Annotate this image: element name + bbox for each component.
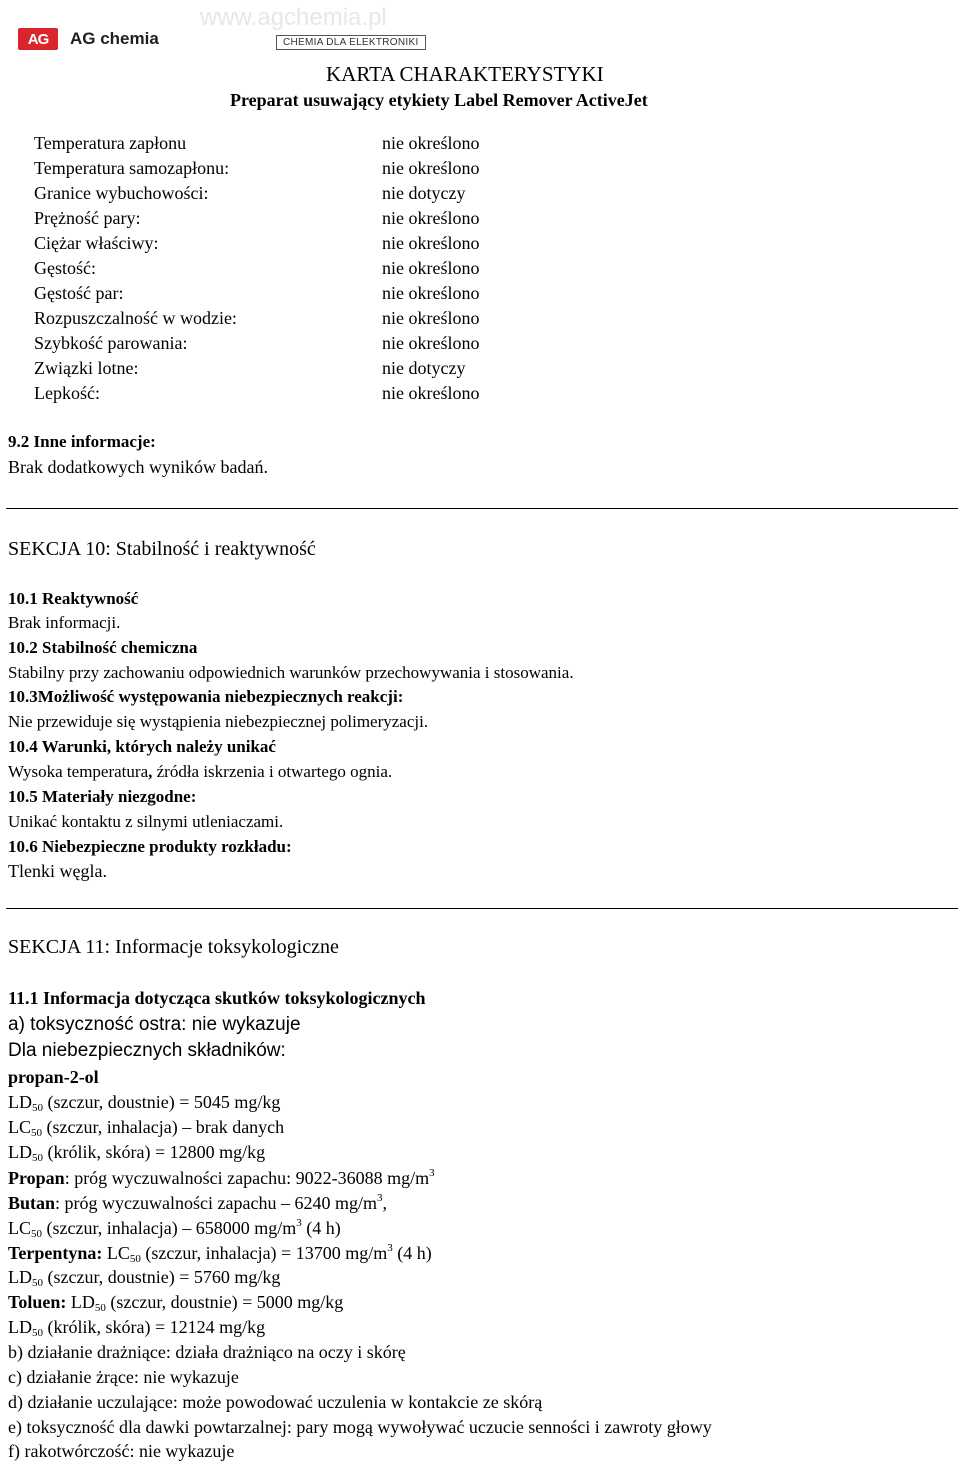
section-11-1-heading: 11.1 Informacja dotycząca skutków toksykologicznych xyxy=(8,988,426,1008)
section-10-5-text: Unikać kontaktu z silnymi utleniaczami. xyxy=(8,812,284,831)
section-10-4-heading: 10.4 Warunki, których należy unikać xyxy=(8,737,276,756)
section-9-2-text: Brak dodatkowych wyników badań. xyxy=(8,457,268,477)
hazardous-ingredients-line: Dla niebezpiecznych składników: xyxy=(8,1040,286,1061)
property-value: nie określono xyxy=(382,208,480,228)
property-value: nie określono xyxy=(382,158,480,178)
toxicity-value-line: $LC_{50}$ (szczur, inhalacja) – 658000 $mg/m^3$ (4 h) xyxy=(8,1217,341,1240)
document-title: KARTA CHARAKTERYSTYKI xyxy=(326,62,604,86)
section-divider xyxy=(6,908,958,909)
section-10-2-text: Stabilny przy zachowaniu odpowiednich warunków przechowywania i stosowania. xyxy=(8,663,574,682)
toxicity-value-line: $LD_{50}$ (królik, skóra) = 12124 mg/kg xyxy=(8,1317,266,1339)
section-10-1-text: Brak informacji. xyxy=(8,613,121,632)
section-9-2-heading: 9.2 Inne informacje: xyxy=(8,432,156,451)
toxicity-value-line: $LD_{50}$ (szczur, doustnie) = 5045 mg/kg xyxy=(8,1092,281,1114)
section-10-6-heading: 10.6 Niebezpieczne produkty rozkładu: xyxy=(8,837,292,856)
carcinogenicity-line: f) rakotwórczość: nie wykazuje xyxy=(8,1441,235,1461)
property-value: nie określono xyxy=(382,333,480,353)
property-label: Prężność pary: xyxy=(34,208,141,228)
property-label: Ciężar właściwy: xyxy=(34,233,159,253)
toxicity-value-line: $LD_{50}$ (szczur, doustnie) = 5760 mg/kg xyxy=(8,1267,281,1289)
section-10-6-text: Tlenki węgla. xyxy=(8,861,107,881)
ingredient-name: propan-2-ol xyxy=(8,1067,99,1087)
property-value: nie dotyczy xyxy=(382,358,466,378)
property-value: nie określono xyxy=(382,133,480,153)
section-10-3-text: Nie przewiduje się wystąpienia niebezpiecznej polimeryzacji. xyxy=(8,712,429,731)
property-value: nie dotyczy xyxy=(382,183,466,203)
property-label: Związki lotne: xyxy=(34,358,139,378)
section-divider xyxy=(6,508,958,509)
property-label: Szybkość parowania: xyxy=(34,333,188,353)
property-label: Temperatura zapłonu xyxy=(34,133,187,153)
property-label: Temperatura samozapłonu: xyxy=(34,158,230,178)
property-value: nie określono xyxy=(382,383,480,403)
watermark-url: www.agchemia.pl xyxy=(200,4,387,31)
property-value: nie określono xyxy=(382,283,480,303)
section-10-2-heading: 10.2 Stabilność chemiczna xyxy=(8,638,198,657)
toxicity-value-line: $LD_{50}$ (królik, skóra) = 12800 mg/kg xyxy=(8,1142,266,1164)
section-10-4-text: Wysoka temperatura, źródła iskrzenia i otwartego ognia. xyxy=(8,762,393,781)
property-label: Lepkość: xyxy=(34,383,100,403)
sensitization-line: d) działanie uczulające: może powodować uczulenia w kontakcie ze skórą xyxy=(8,1392,543,1412)
corrosion-line: c) działanie żrące: nie wykazuje xyxy=(8,1367,239,1387)
logo-brand: AG chemia xyxy=(70,29,159,48)
document-subtitle: Preparat usuwający etykiety Label Remover ActiveJet xyxy=(230,90,648,110)
section-10-title: SEKCJA 10: Stabilność i reaktywność xyxy=(8,538,316,560)
section-10-1-heading: 10.1 Reaktywność xyxy=(8,589,139,608)
acute-toxicity-line: a) toksyczność ostra: nie wykazuje xyxy=(8,1014,301,1035)
property-value: nie określono xyxy=(382,308,480,328)
repeated-dose-line: e) toksyczność dla dawki powtarzalnej: pary mogą wywoływać uczucie senności i zawroty głowy xyxy=(8,1417,712,1437)
property-value: nie określono xyxy=(382,258,480,278)
toxicity-value-line: $LC_{50}$ (szczur, inhalacja) – brak danych xyxy=(8,1117,285,1139)
section-10-3-heading: 10.3Możliwość występowania niebezpiecznych reakcji: xyxy=(8,687,404,706)
logo-mark-icon: AG xyxy=(18,28,58,50)
company-logo xyxy=(18,28,159,50)
toxicity-value-line: Propan: próg wyczuwalności zapachu: 9022-36088 $mg/m^3$ xyxy=(8,1167,435,1188)
property-label: Gęstość par: xyxy=(34,283,124,303)
section-10-5-heading: 10.5 Materiały niezgodne: xyxy=(8,787,197,806)
section-11-title: SEKCJA 11: Informacje toksykologiczne xyxy=(8,936,339,958)
toxicity-value-line: Butan: próg wyczuwalności zapachu – 6240 $mg/m^3$, xyxy=(8,1192,387,1213)
property-label: Granice wybuchowości: xyxy=(34,183,209,203)
toxicity-value-line: Toluen: $LD_{50}$ (szczur, doustnie) = 5000 mg/kg xyxy=(8,1292,344,1314)
toxicity-value-line: Terpentyna: $LC_{50}$ (szczur, inhalacja) = 13700 $mg/m^3$ (4 h) xyxy=(8,1242,432,1265)
logo-tagline: CHEMIA DLA ELEKTRONIKI xyxy=(276,35,426,50)
property-label: Rozpuszczalność w wodzie: xyxy=(34,308,237,328)
property-label: Gęstość: xyxy=(34,258,96,278)
irritation-line: b) działanie drażniące: działa drażniąco na oczy i skórę xyxy=(8,1342,406,1362)
property-value: nie określono xyxy=(382,233,480,253)
